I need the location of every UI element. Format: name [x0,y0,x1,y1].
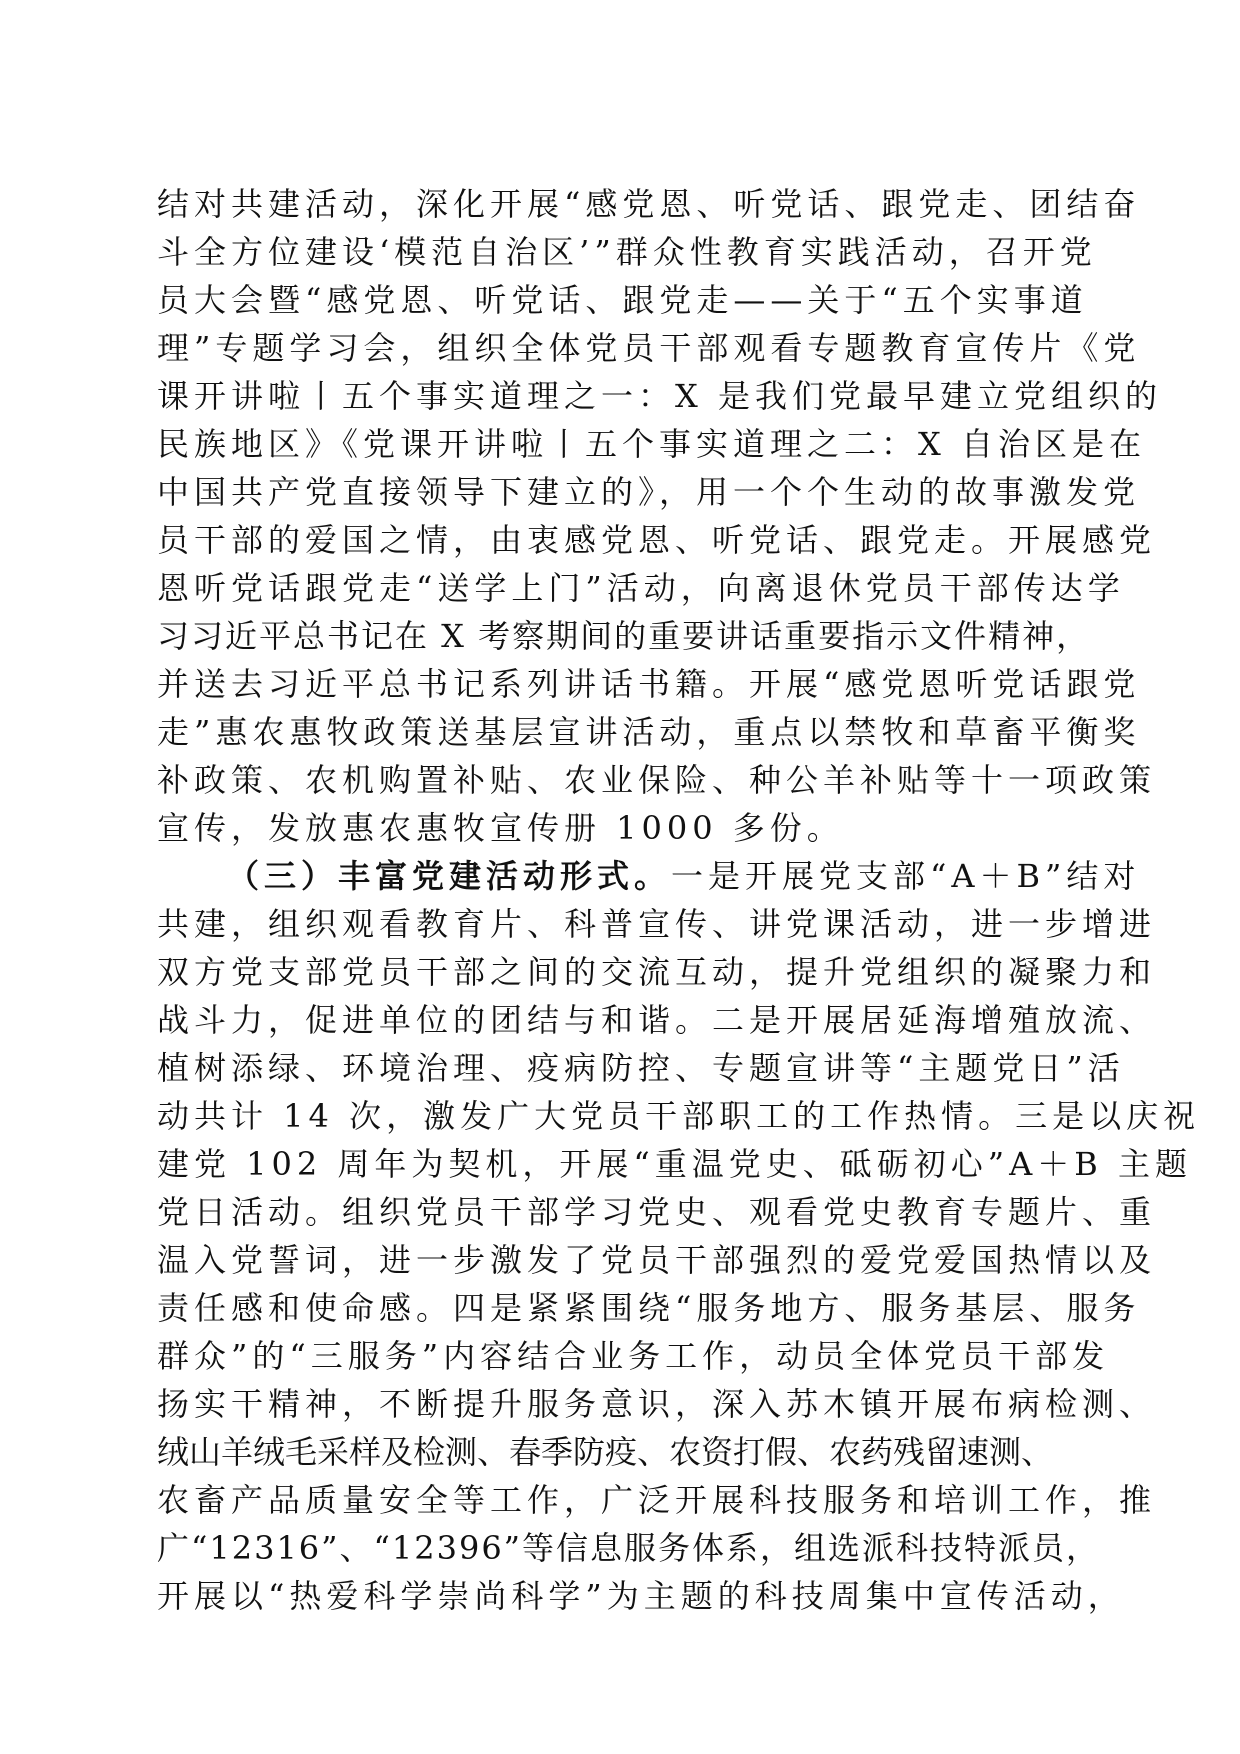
paragraph-section-3 [157,852,1201,1620]
section-3-first-line-text: 一是开展党支部“A＋B”结对 [671,857,1141,895]
body-text [157,180,1201,1620]
text-line: 宣传，发放惠农惠牧宣传册 1000 多份。 [157,809,844,847]
text-line: 员大会暨“感党恩、听党话、跟党走——关于“五个实事道 [157,281,1088,319]
text-line: 温入党誓词，进一步激发了党员干部强烈的爱党爱国热情以及 [157,1241,1157,1279]
text-line: 结对共建活动，深化开展“感党恩、听党话、跟党走、团结奋 [157,185,1141,223]
text-line: 习习近平总书记在 X 考察期间的重要讲话重要指示文件精神， [157,617,1091,655]
text-line: 共建，组织观看教育片、科普宣传、讲党课活动，进一步增进 [157,905,1157,943]
section-3-first-line [157,852,1141,900]
text-line: 并送去习近平总书记系列讲话书籍。开展“感党恩听党话跟党 [157,665,1141,703]
text-line: 课开讲啦丨五个事实道理之一：X 是我们党最早建立党组织的 [157,377,1162,415]
text-line: 农畜产品质量安全等工作，广泛开展科技服务和培训工作，推 [157,1481,1157,1519]
text-line: 中国共产党直接领导下建立的》，用一个个生动的故事激发党 [157,473,1141,511]
text-line: 植树添绿、环境治理、疫病防控、专题宣讲等“主题党日”活 [157,1049,1125,1087]
text-line: 恩听党话跟党走“送学上门”活动，向离退休党员干部传达学 [157,569,1125,607]
text-line: 斗全方位建设‘模范自治区’”群众性教育实践活动，召开党 [157,233,1097,271]
text-line: 责任感和使命感。四是紧紧围绕“服务地方、服务基层、服务 [157,1289,1141,1327]
paragraph-1 [157,180,1162,852]
text-line: 绒山羊绒毛采样及检测、春季防疫、农资打假、农药残留速测、 [157,1433,1054,1471]
text-line: 补政策、农机购置补贴、农业保险、种公羊补贴等十一项政策 [157,761,1157,799]
section-3-heading: （三）丰富党建活动形式。 [227,857,672,895]
text-line: 党日活动。组织党员干部学习党史、观看党史教育专题片、重 [157,1193,1157,1231]
text-line: 扬实干精神，不断提升服务意识，深入苏木镇开展布病检测、 [157,1385,1157,1423]
text-line: 走”惠农惠牧政策送基层宣讲活动，重点以禁牧和草畜平衡奖 [157,713,1141,751]
text-line: 广“12316”、“12396”等信息服务体系，组选派科技特派员， [157,1529,1101,1567]
text-line: 员干部的爱国之情，由衷感党恩、听党话、跟党走。开展感党 [157,521,1157,559]
text-line: 民族地区》《党课开讲啦丨五个事实道理之二：X 自治区是在 [157,425,1146,463]
text-line: 开展以“热爱科学崇尚科学”为主题的科技周集中宣传活动， [157,1577,1125,1615]
text-line: 动共计 14 次，激发广大党员干部职工的工作热情。三是以庆祝 [157,1097,1201,1135]
text-line: 战斗力，促进单位的团结与和谐。二是开展居延海增殖放流、 [157,1001,1157,1039]
text-line: 双方党支部党员干部之间的交流互动，提升党组织的凝聚力和 [157,953,1157,991]
text-line: 群众”的“三服务”内容结合业务工作，动员全体党员干部发 [157,1337,1110,1375]
text-line: 理”专题学习会，组织全体党员干部观看专题教育宣传片《党 [157,329,1141,367]
text-line: 建党 102 周年为契机，开展“重温党史、砥砺初心”A＋B 主题 [157,1145,1192,1183]
